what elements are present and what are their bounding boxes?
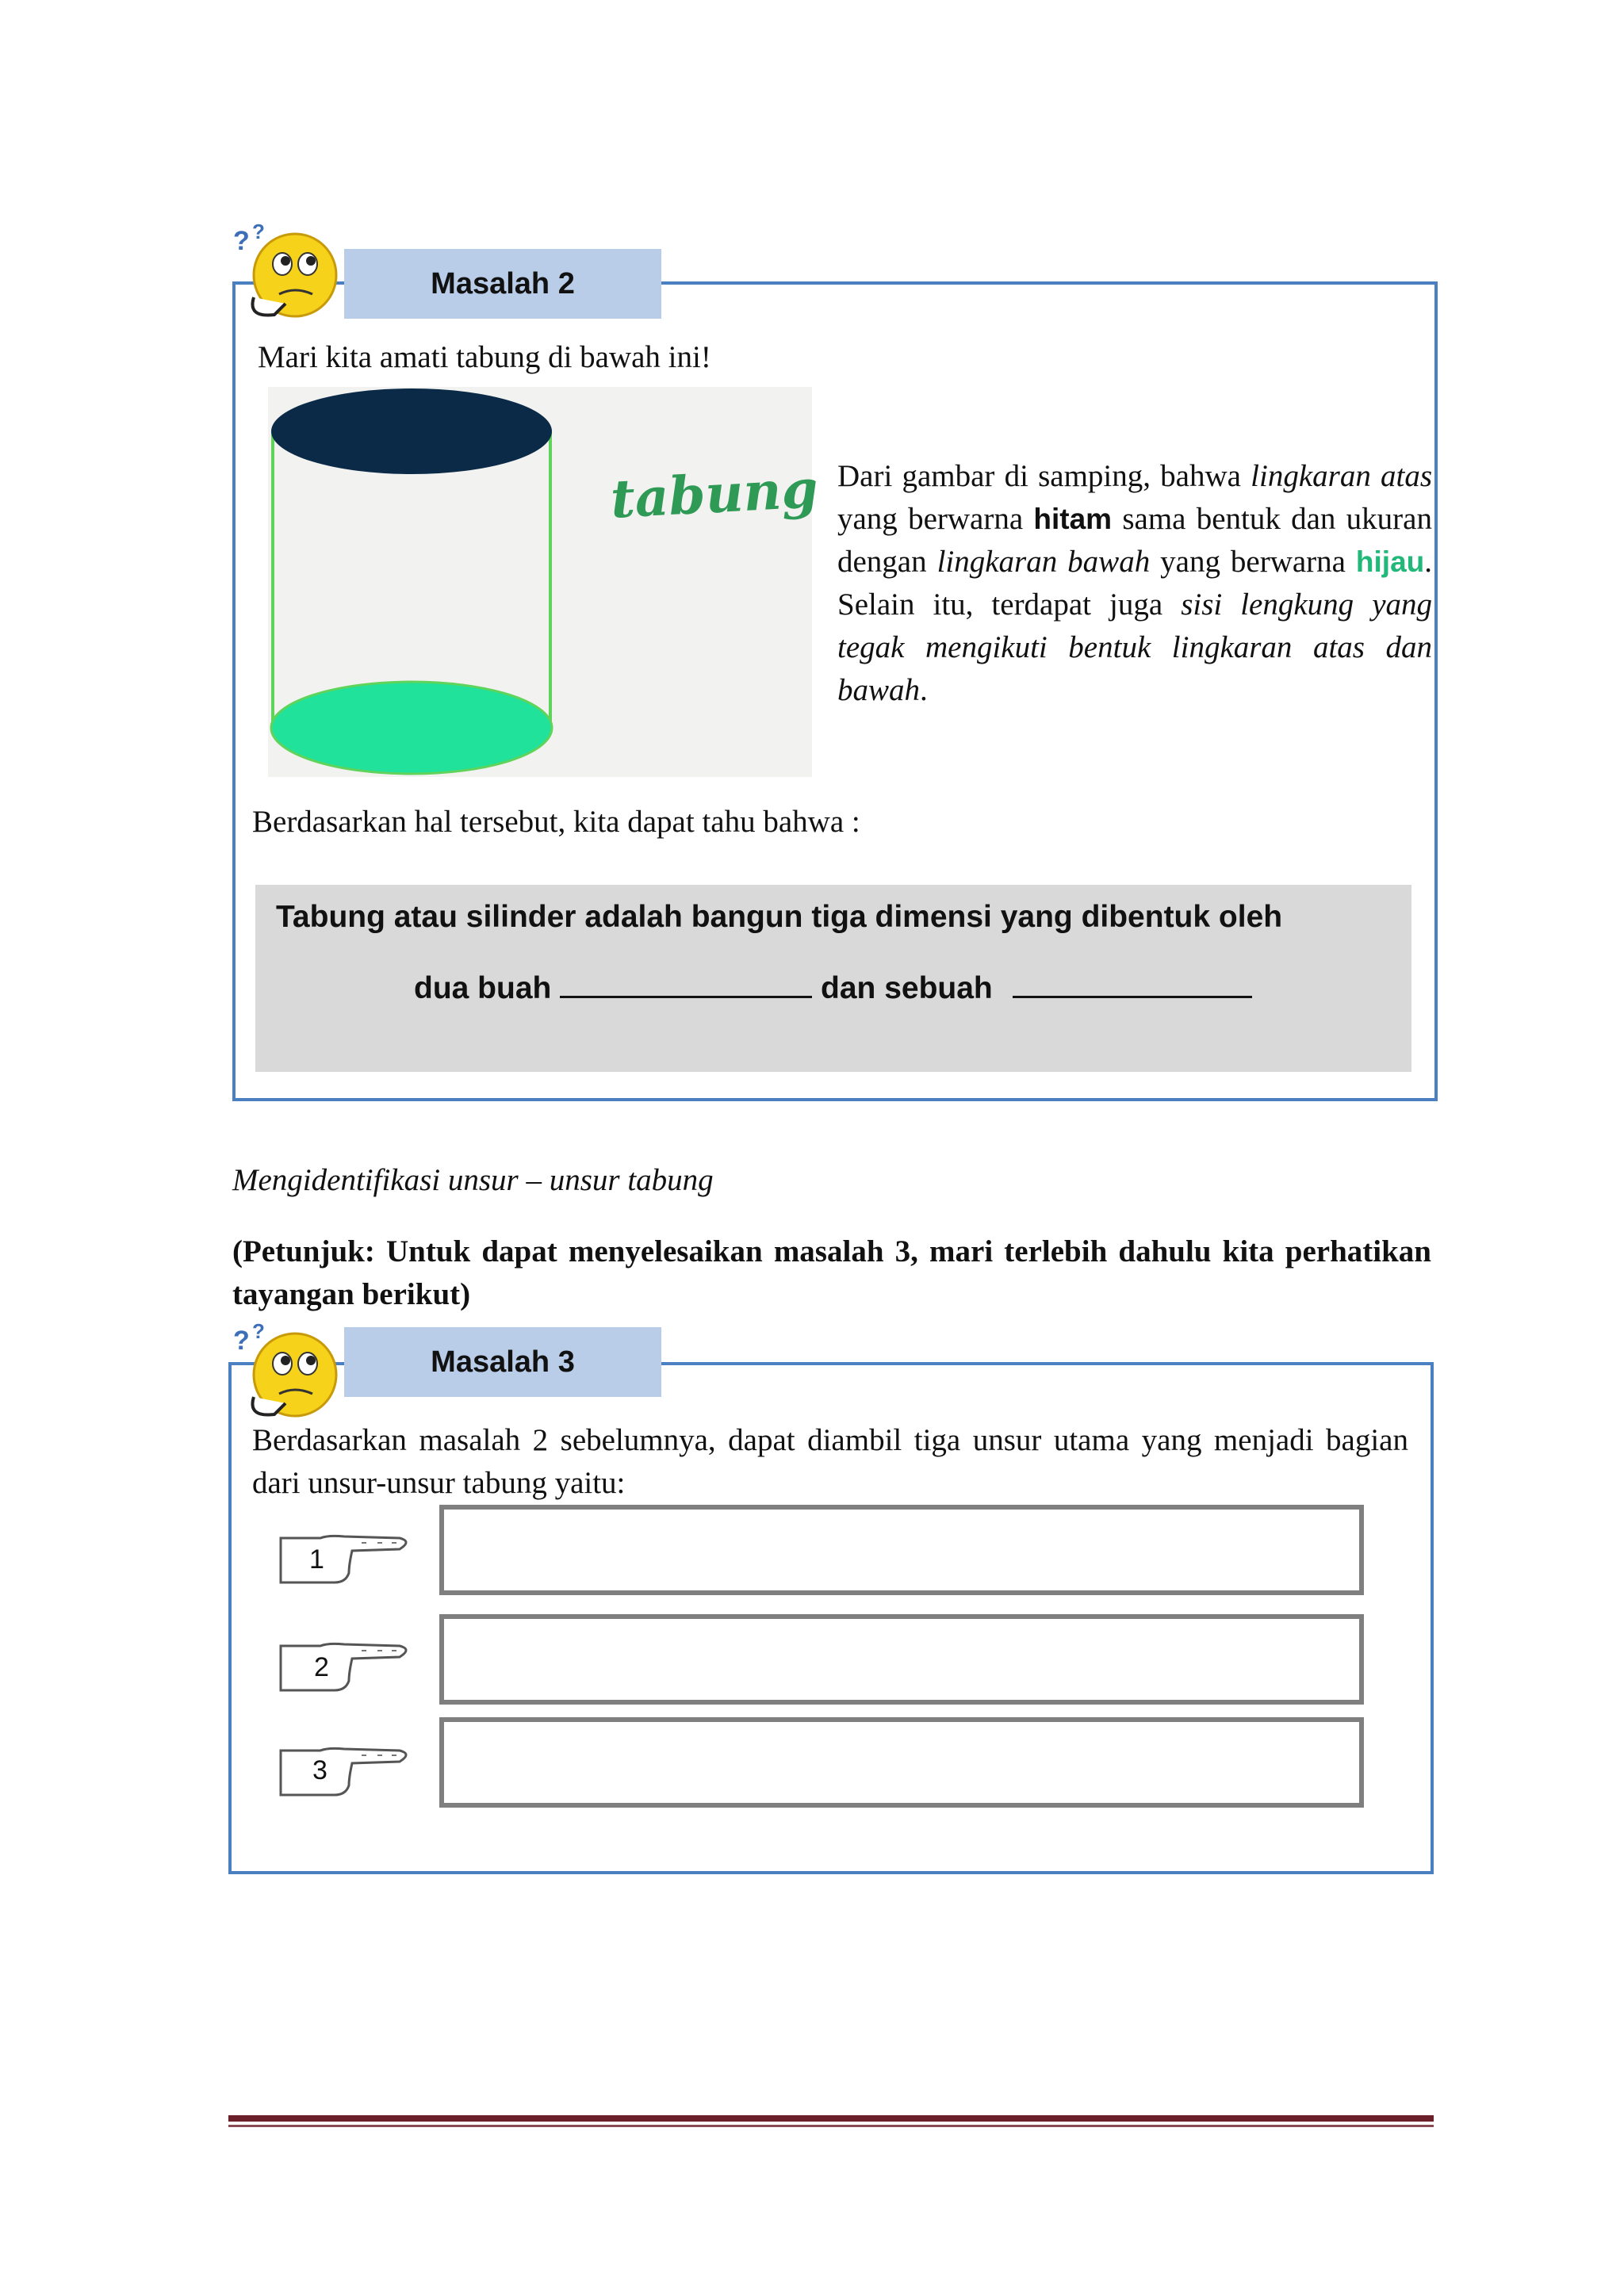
masalah3-tab-label: Masalah 3 [431,1345,575,1379]
pointing-hand-icon [273,1635,416,1698]
masalah3-tab [344,1327,661,1397]
masalah2-intro: Mari kita amati tabung di bawah ini! [258,340,711,374]
item-number-2: 2 [314,1652,329,1682]
item-number-1: 1 [309,1544,324,1575]
thinking-smiley-icon [230,1318,349,1429]
blank-field-2[interactable] [1013,969,1252,998]
svg-text:?: ? [233,226,250,256]
answer-box-3[interactable] [439,1717,1364,1808]
pointing-hand-icon [273,1527,416,1590]
hint-text: (Petunjuk: Untuk dapat menyelesaikan masalah 3, mari terlebih dahulu kita perhatikan tayangan berikut) [232,1234,1431,1311]
blank-field-1[interactable] [560,969,812,998]
cylinder-image [268,387,820,777]
thinking-smiley-icon [230,218,349,329]
summary-line2: dua buah dan sebuah [414,967,1252,1010]
answer-box-2[interactable] [439,1614,1364,1705]
footer-rule-thin [228,2125,1434,2127]
masalah2-conclusion-intro: Berdasarkan hal tersebut, kita dapat tahu bahwa : [252,805,860,839]
cylinder-drawing [268,387,812,777]
footer-rule [228,2115,1434,2122]
masalah2-tab [344,249,661,319]
masalah2-tab-connector [661,281,666,285]
item-number-3: 3 [312,1755,327,1785]
masalah2-tab-label: Masalah 2 [431,266,575,300]
svg-text:?: ? [233,1326,250,1356]
cylinder-label: tabung [609,457,820,530]
summary-line1: Tabung atau silinder adalah bangun tiga dimensi yang dibentuk oleh [276,900,1283,934]
svg-text:?: ? [252,1319,265,1343]
section-heading: Mengidentifikasi unsur – unsur tabung [232,1163,714,1197]
masalah3-intro: Berdasarkan masalah 2 sebelumnya, dapat diambil tiga unsur utama yang menjadi bagian dari unsur-unsur tabung yaitu: [252,1423,1408,1500]
answer-box-1[interactable] [439,1505,1364,1595]
pointing-hand-icon [273,1739,416,1803]
masalah2-description: Dari gambar di samping, bahwa lingkaran atas yang berwarna hitam sama bentuk dan ukuran dengan lingkaran bawah yang berwarna hijau. Selain itu, terdapat juga sisi lengkung yang tegak mengikuti bentuk lingkaran atas dan bawah. [837,459,1433,707]
svg-text:?: ? [252,220,265,243]
